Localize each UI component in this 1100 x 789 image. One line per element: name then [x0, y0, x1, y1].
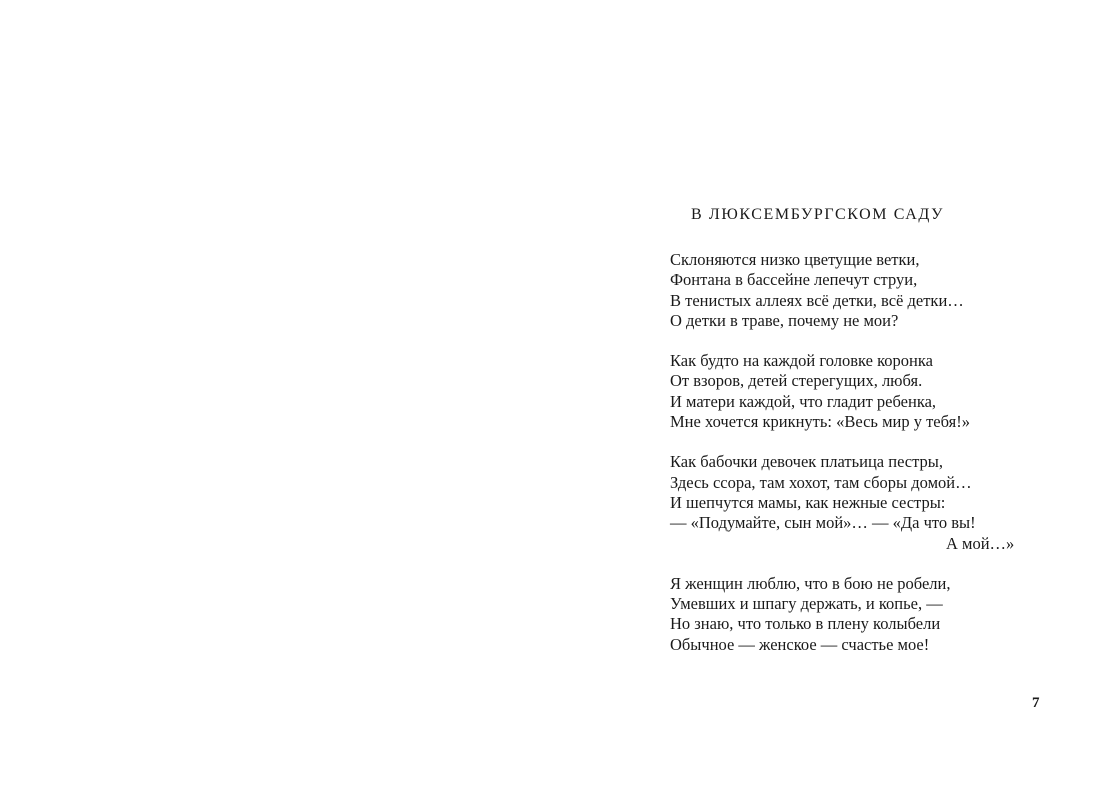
page-number: 7: [1032, 695, 1040, 711]
poem-line: О детки в траве, почему не мои?: [670, 310, 899, 330]
stanza-3: [670, 452, 1050, 553]
poem-line: Склоняются низко цветущие ветки,: [670, 250, 920, 269]
poem-line: Здесь ссора, там хохот, там сборы домой…: [670, 472, 972, 492]
poem-line: От взоров, детей стерегущих, любя.: [670, 371, 923, 391]
stanza-1: [670, 250, 1050, 331]
poem-line: Обычное — женское — счастье мое!: [670, 634, 930, 654]
poem-line-indented: А мой…»: [946, 533, 1015, 553]
poem-line: Но знаю, что только в плену колыбели: [670, 614, 941, 634]
poem-line: Как бабочки девочек платьица пестры,: [670, 452, 944, 472]
poem-line: Я женщин люблю, что в бою не робели,: [670, 573, 951, 593]
poem-line: — «Подумайте, сын мой»… — «Да что вы!: [670, 513, 976, 533]
poem-line: И шепчутся мамы, как нежные сестры:: [670, 492, 946, 512]
poem-line: В тенистых аллеях всё детки, всё детки…: [670, 290, 964, 310]
poem-line: Как будто на каждой головке коронка: [670, 351, 933, 371]
poem-line: Мне хочется крикнуть: «Весь мир у тебя!»: [670, 412, 970, 432]
poem-line: И матери каждой, что гладит ребенка,: [670, 391, 937, 411]
poem: [670, 203, 1050, 675]
stanza-2: [670, 351, 1050, 432]
stanza-4: [670, 574, 1050, 655]
poem-line: Фонтана в бассейне лепечут струи,: [670, 270, 918, 290]
poem-line: Умевших и шпагу держать, и копье, —: [670, 594, 943, 614]
poem-title: В ЛЮКСЕМБУРГСКОМ САДУ: [691, 206, 944, 223]
